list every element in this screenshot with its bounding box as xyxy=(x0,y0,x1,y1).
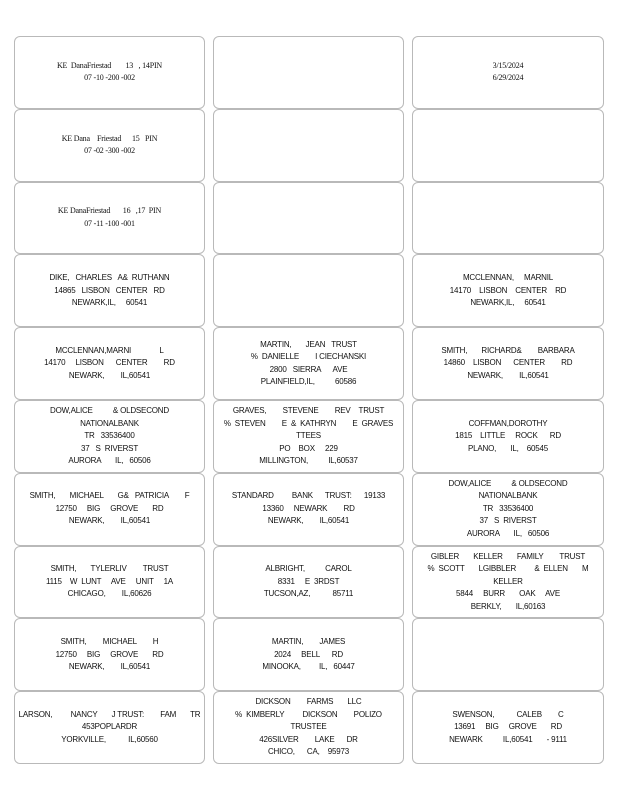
label-line: 12750 BIG GROVE RD xyxy=(55,503,164,513)
address-label xyxy=(412,691,604,764)
label-line: % DANIELLE I CIECHANSKI xyxy=(250,352,367,362)
label-line: KE DanaFriestad 13 , 14PIN xyxy=(56,60,162,70)
label-line: 2800 SIERRA AVE xyxy=(269,364,348,374)
address-label xyxy=(14,109,205,182)
label-line: 37 S RIVERST xyxy=(479,516,537,526)
address-label xyxy=(213,327,404,400)
address-label xyxy=(213,618,404,691)
label-line: NEWARK, IL,60541 xyxy=(467,370,549,380)
label-line: 07 -10 -200 -002 xyxy=(84,73,135,83)
address-label xyxy=(412,400,604,473)
label-sheet xyxy=(14,36,604,764)
address-label xyxy=(412,254,604,327)
address-label xyxy=(412,109,604,182)
address-label xyxy=(14,327,205,400)
label-line: DOW,ALICE & OLDSECOND xyxy=(448,478,568,488)
label-line: NEWARK,IL, 60541 xyxy=(470,298,546,308)
label-line: 07 -11 -100 -001 xyxy=(84,218,135,228)
label-line: NATIONALBANK xyxy=(478,491,538,501)
address-label xyxy=(213,691,404,764)
label-line: MINOOKA, IL, 60447 xyxy=(262,662,355,672)
label-line: SMITH, RICHARD& BARBARA xyxy=(441,345,575,355)
label-line: SMITH, TYLERLIV TRUST xyxy=(50,564,169,574)
label-line: TUCSON,AZ, 85711 xyxy=(263,589,354,599)
label-line: DOW,ALICE & OLDSECOND xyxy=(50,406,169,416)
address-label xyxy=(14,254,205,327)
address-label xyxy=(213,109,404,182)
label-line: 1815 LITTLE ROCK RD xyxy=(455,431,561,441)
address-label xyxy=(14,473,205,546)
label-line: 37 S RIVERST xyxy=(80,443,139,453)
address-label xyxy=(213,182,404,255)
address-label xyxy=(14,400,205,473)
label-line: STANDARD BANK TRUST: 19133 xyxy=(231,491,386,501)
label-line: 1115 W LUNT AVE UNIT 1A xyxy=(45,576,174,586)
address-label xyxy=(412,546,604,619)
label-line: 426SILVER LAKE DR xyxy=(259,734,358,744)
label-line: 5844 BURR OAK AVE xyxy=(456,589,560,599)
address-label xyxy=(412,327,604,400)
label-line: NATIONALBANK xyxy=(80,418,139,428)
label-line: 2024 BELL RD xyxy=(274,649,343,659)
address-label xyxy=(14,36,205,109)
label-line: TR 33536400 xyxy=(84,431,135,441)
label-line: GRAVES, STEVENE REV TRUST xyxy=(232,406,385,416)
label-line: 13691 BIG GROVE RD xyxy=(454,722,562,732)
address-label xyxy=(412,618,604,691)
label-line: NEWARK IL,60541 - 9111 xyxy=(449,734,567,744)
label-line: DICKSON FARMS LLC xyxy=(255,697,362,707)
address-label xyxy=(213,473,404,546)
label-line: PLANO, IL, 60545 xyxy=(468,443,548,453)
label-line: NEWARK,IL, 60541 xyxy=(71,298,148,308)
address-label xyxy=(213,546,404,619)
label-line: TR 33536400 xyxy=(482,503,534,513)
label-line: AURORA IL, 60506 xyxy=(466,528,550,538)
label-line: DIKE, CHARLES A& RUTHANN xyxy=(49,273,170,283)
label-line: 14170 LISBON CENTER RD xyxy=(44,358,175,368)
label-line: MARTIN, JAMES xyxy=(271,637,346,647)
label-line: NEWARK, IL,60541 xyxy=(68,370,151,380)
address-label xyxy=(213,400,404,473)
address-label xyxy=(213,36,404,109)
address-label xyxy=(213,254,404,327)
address-label xyxy=(14,182,205,255)
address-label xyxy=(14,618,205,691)
label-line: KE Dana Friestad 15 PIN xyxy=(61,133,158,143)
label-line: 13360 NEWARK RD xyxy=(262,503,355,513)
label-line: NEWARK, IL,60541 xyxy=(267,516,350,526)
label-line: 6/29/2024 xyxy=(492,73,524,83)
label-line: SMITH, MICHAEL H xyxy=(60,637,159,647)
label-line: COFFMAN,DOROTHY xyxy=(468,418,548,428)
label-line: SMITH, MICHAEL G& PATRICIA F xyxy=(29,491,190,501)
label-line: PLAINFIELD,IL, 60586 xyxy=(260,377,357,387)
label-line: BERKLY, IL,60163 xyxy=(470,601,546,611)
label-line: CHICAGO, IL,60626 xyxy=(67,589,152,599)
label-line: ALBRIGHT, CAROL xyxy=(265,564,352,574)
label-line: LARSON, NANCY J TRUST: FAM TR xyxy=(18,709,201,719)
address-label xyxy=(412,473,604,546)
label-line: % SCOTT LGIBBLER & ELLEN M xyxy=(427,564,589,574)
label-line: AURORA IL, 60506 xyxy=(68,456,151,466)
label-line: % STEVEN E & KATHRYN E GRAVES xyxy=(223,418,394,428)
label-line: 14865 LISBON CENTER RD xyxy=(54,285,165,295)
label-line: % KIMBERLY DICKSON POLIZO xyxy=(235,709,382,719)
address-label xyxy=(412,36,604,109)
address-label xyxy=(14,546,205,619)
label-line: MARTIN, JEAN TRUST xyxy=(260,339,357,349)
label-line: MCCLENNAN,MARNI L xyxy=(55,345,164,355)
label-line: MILLINGTON, IL,60537 xyxy=(259,456,358,466)
label-line: 8331 E 3RDST xyxy=(277,576,340,586)
label-line: 12750 BIG GROVE RD xyxy=(55,649,164,659)
label-line: TTEES xyxy=(296,431,321,441)
label-line: PO BOX 229 xyxy=(279,443,338,453)
address-label xyxy=(14,691,205,764)
label-line: SWENSON, CALEB C xyxy=(452,709,564,719)
label-line: 3/15/2024 xyxy=(492,60,524,70)
label-line: 453POPLARDR xyxy=(81,722,138,732)
label-line: 07 -02 -300 -002 xyxy=(84,146,135,156)
label-line: NEWARK, IL,60541 xyxy=(68,662,151,672)
address-label xyxy=(412,182,604,255)
label-line: TRUSTEE xyxy=(290,722,327,732)
label-line: NEWARK, IL,60541 xyxy=(68,516,151,526)
label-line: 14170 LISBON CENTER RD xyxy=(449,285,567,295)
label-line: GIBLER KELLER FAMILY TRUST xyxy=(430,551,586,561)
label-line: KE DanaFriestad 16 ,17 PIN xyxy=(57,206,162,216)
label-line: 14860 LISBON CENTER RD xyxy=(443,358,573,368)
label-line: CHICO, CA, 95973 xyxy=(267,747,349,757)
label-line: MCCLENNAN, MARNIL xyxy=(462,273,554,283)
label-line: YORKVILLE, IL,60560 xyxy=(61,734,158,744)
label-line: KELLER xyxy=(493,576,523,586)
